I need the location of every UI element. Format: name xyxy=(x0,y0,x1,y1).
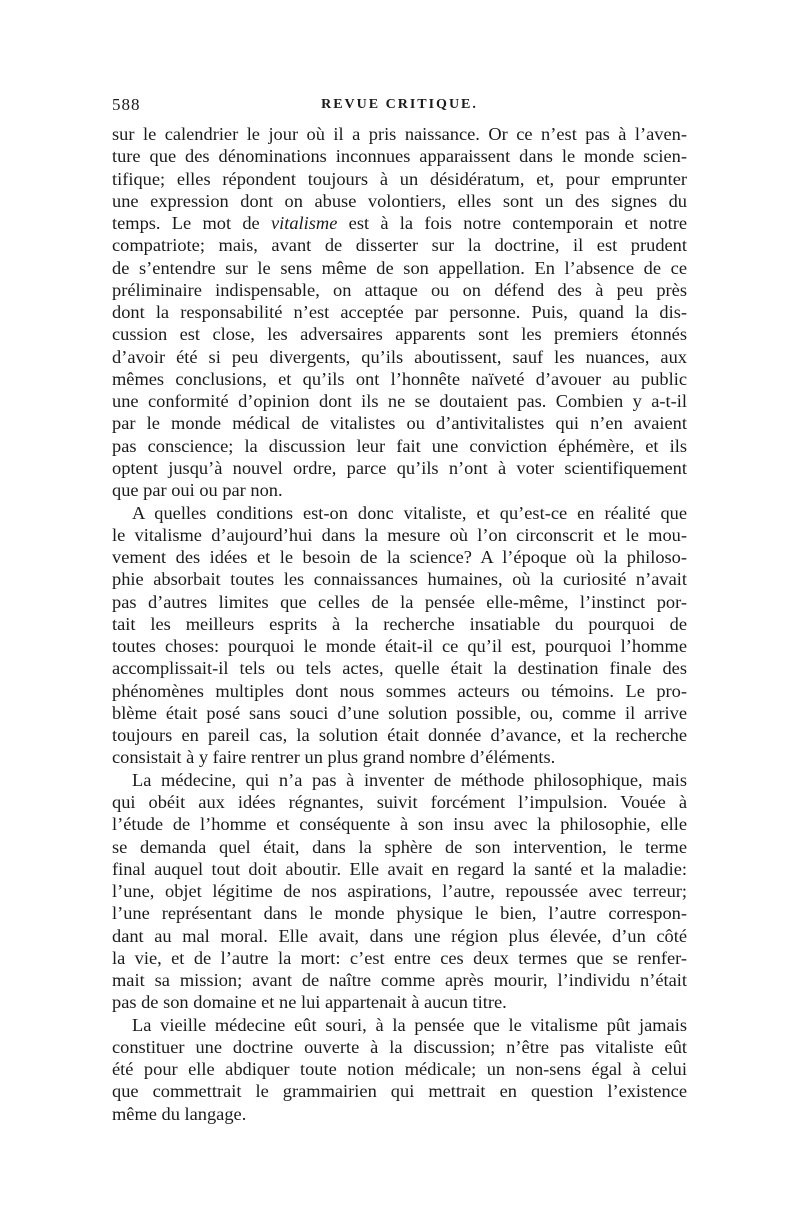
text-line: mêmes conclusions, et qu’ils ont l’honnête naïveté d’avouer au public xyxy=(112,368,687,389)
text-line: vement des idées et le besoin de la science? A l’époque où la philoso- xyxy=(112,547,687,568)
text-line: cussion est close, les adversaires apparents sont les premiers étonnés xyxy=(112,324,687,345)
text-line: une conformité d’opinion dont ils ne se doutaient pas. Combien y a-t-il xyxy=(112,391,687,412)
text-line: d’avoir été si peu divergents, qu’ils aboutissent, sauf les nuances, aux xyxy=(112,346,687,367)
text-line: préliminaire indispensable, on attaque ou on défend des à peu près xyxy=(112,279,687,300)
text-line: final auquel tout doit aboutir. Elle avait en regard la santé et la maladie: xyxy=(112,858,687,879)
page-number: 588 xyxy=(112,95,141,114)
text-line: pas de son domaine et ne lui appartenait à aucun titre. xyxy=(112,992,507,1013)
paragraph xyxy=(112,123,687,502)
text-line: blème était posé sans souci d’une solution possible, ou, comme il arrive xyxy=(112,702,687,723)
text-line: l’une représentant dans le monde physique le bien, l’autre correspon- xyxy=(112,903,687,924)
text-line: toutes choses: pourquoi le monde était-il ce qu’il est, pourquoi l’homme xyxy=(112,636,687,657)
text-line: par le monde médical de vitalistes ou d’antivitalistes qui n’en avaient xyxy=(112,413,687,434)
text-line: A quelles conditions est-on donc vitaliste, et qu’est-ce en réalité que xyxy=(132,502,687,523)
text-line: qui obéit aux idées régnantes, suivit forcément l’impulsion. Vouée à xyxy=(112,791,687,812)
text-line: La vieille médecine eût souri, à la pensée que le vitalisme pût jamais xyxy=(132,1014,687,1035)
text-line: La médecine, qui n’a pas à inventer de méthode philosophique, mais xyxy=(132,769,687,790)
text-line: optent jusqu’à nouvel ordre, parce qu’ils n’ont à voter scientifiquement xyxy=(112,457,687,478)
running-title: REVUE CRITIQUE. xyxy=(321,97,478,112)
text-line: même du langage. xyxy=(112,1103,247,1124)
text-line: de s’entendre sur le sens même de son appellation. En l’absence de ce xyxy=(112,257,687,278)
text-line: phénomènes multiples dont nous sommes acteurs ou témoins. Le pro- xyxy=(112,680,687,701)
text-line: été pour elle abdiquer toute notion médicale; un non-sens égal à celui xyxy=(112,1059,687,1080)
paragraph xyxy=(112,502,687,769)
text-line: tait les meilleurs esprits à la recherche insatiable du pourquoi de xyxy=(112,613,687,634)
text-line: pas conscience; la discussion leur fait une conviction éphémère, et ils xyxy=(112,435,687,456)
page-header xyxy=(112,95,687,119)
text-line: le vitalisme d’aujourd’hui dans la mesure où l’on circonscrit et le mou- xyxy=(112,524,687,545)
text-line: sur le calendrier le jour où il a pris naissance. Or ce n’est pas à l’aven- xyxy=(112,124,687,144)
text-line: pas d’autres limites que celles de la pensée elle-même, l’instinct por- xyxy=(112,591,687,612)
text-line: dont la responsabilité n’est acceptée par personne. Puis, quand la dis- xyxy=(112,302,687,323)
text-line: accomplissait-il tels ou tels actes, quelle était la destination finale des xyxy=(112,658,687,679)
text-line: constituer une doctrine ouverte à la discussion; n’être pas vitaliste eût xyxy=(112,1036,687,1057)
paragraph xyxy=(112,769,687,1014)
paragraph xyxy=(112,1014,687,1125)
text-line: temps. Le mot de vitalisme est à la fois notre contemporain et notre xyxy=(112,213,687,234)
text-line: mait sa mission; avant de naître comme après mourir, l’individu n’était xyxy=(112,970,687,991)
text-line: que par oui ou par non. xyxy=(112,480,283,501)
text-line: compatriote; mais, avant de disserter sur la doctrine, il est prudent xyxy=(112,235,687,256)
text-line: phie absorbait toutes les connaissances humaines, où la curiosité n’avait xyxy=(112,569,687,590)
text-line: tifique; elles répondent toujours à un désidératum, et, pour emprunter xyxy=(112,168,687,189)
text-line: l’une, objet légitime de nos aspirations, l’autre, repoussée avec terreur; xyxy=(112,881,687,902)
text-line: que commettrait le grammairien qui mettrait en question l’existence xyxy=(112,1081,687,1102)
text-line: ture que des dénominations inconnues apparaissent dans le monde scien- xyxy=(112,146,687,167)
text-line: toujours en pareil cas, la solution était donnée d’avance, et la recherche xyxy=(112,725,687,746)
page-body xyxy=(112,123,687,1125)
text-line: dant au mal moral. Elle avait, dans une région plus élevée, d’un côté xyxy=(112,925,687,946)
text-line: une expression dont on abuse volontiers, elles sont un des signes du xyxy=(112,190,687,211)
text-line: se demanda quel était, dans la sphère de son intervention, le terme xyxy=(112,836,687,857)
text-line: la vie, et de l’autre la mort: c’est entre ces deux termes que se renfer- xyxy=(112,947,687,968)
text-line: l’étude de l’homme et conséquente à son insu avec la philosophie, elle xyxy=(112,814,687,835)
text-line: consistait à y faire rentrer un plus grand nombre d’éléments. xyxy=(112,747,556,768)
